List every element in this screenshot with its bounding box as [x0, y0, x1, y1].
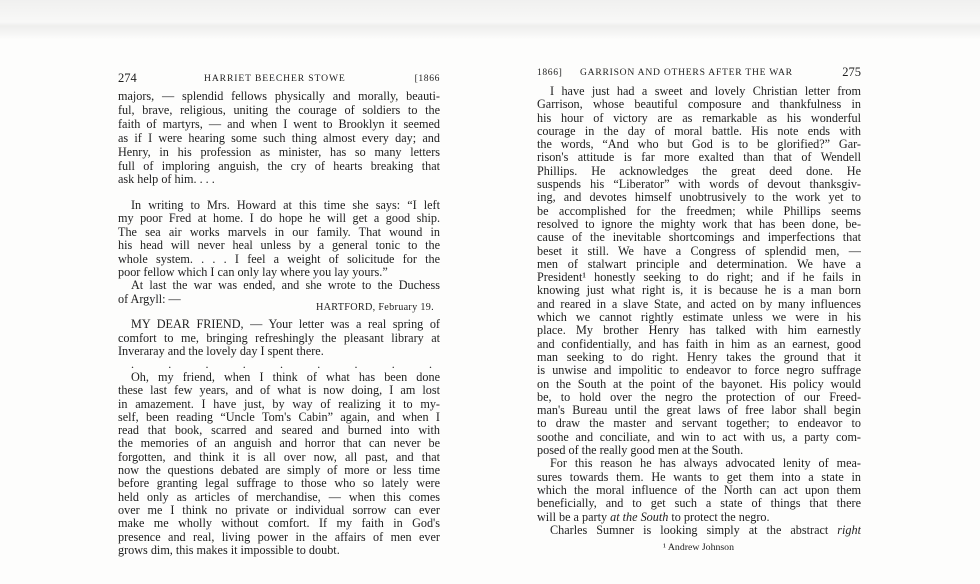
text-line: faith of martyrs, — and when I went to Brooklyn it seemed — [118, 117, 440, 131]
text-line: For this reason he has always advocated lenity of mea- — [550, 457, 861, 471]
text-line: cause of the inevitable shortcomings and imperfections that — [537, 231, 861, 245]
text-line: knowing just what right is, it is because he is a man born — [537, 284, 861, 298]
letter-dateline: HARTFORD, February 19. — [315, 302, 434, 313]
text-line: whole system. . . . I feel a weight of solicitude for the — [118, 252, 440, 266]
text-line: resolved to ignore the mighty work that has been done, be- — [537, 217, 861, 231]
italic-text: at the South — [610, 510, 669, 524]
footnote: ¹ Andrew Johnson — [663, 542, 734, 553]
text-line: soothe and conciliate, and win to act with us, a party com- — [537, 430, 861, 444]
text-line: which the moral influence of the North can act upon them — [537, 483, 861, 497]
text-line: of Argyll: — — [118, 292, 181, 306]
text-line: as if I were hearing some such thing almost every day; and — [118, 131, 440, 145]
text-line: his head will never heal unless by a general tonic to the — [118, 239, 440, 253]
text-segment: will be a party — [537, 510, 611, 524]
text-line: is unwise and impolitic to endeavor to force negro suffrage — [537, 364, 861, 378]
italic-text: right — [837, 523, 861, 537]
text-line: man's Bureau until the great laws of free labor shall begin — [537, 404, 861, 418]
running-head-title: GARRISON AND OTHERS AFTER THE WAR — [580, 67, 793, 78]
running-head-year: [1866 — [414, 73, 440, 84]
running-head — [537, 65, 861, 79]
text-segment: to protect the negro. — [668, 510, 770, 524]
letter-salutation — [118, 318, 440, 359]
text-line: ask help of him. . . . — [118, 173, 215, 187]
text-line: Phillips. He acknowledges the great deed done. He — [537, 164, 861, 178]
text-line: full of imploring anguish, the cry of hearts breaking that — [118, 159, 440, 173]
left-page — [118, 0, 440, 584]
text-line: Inveraray and the lovely day I spent there. — [118, 345, 324, 359]
text-line: the memories of an anguish and horror that can never be — [118, 437, 440, 451]
text-line: place. My brother Henry has talked with him earnestly — [537, 324, 861, 338]
text-line: men of stalwart principle and determination. We have a — [537, 257, 861, 271]
text-line — [537, 511, 861, 524]
paragraph — [118, 318, 440, 359]
text-line: be accomplished for the freedmen; while Phillips seems — [537, 204, 861, 218]
text-line: ing, and devotes himself unobtrusively to the work yet to — [537, 191, 861, 205]
text-line: At last the war was ended, and she wrote to the Duchess — [131, 279, 440, 293]
paragraph — [537, 524, 861, 537]
text-line: rison's attitude is far more exalted than that of Wendell — [537, 151, 861, 165]
text-line: President¹ honestly seeking to do right; and if he fails in — [537, 271, 861, 285]
text-line: man seeking to do right. Henry takes the ground that it — [537, 350, 861, 364]
text-line: Garrison, whose beautiful composure and thankfulness in — [537, 98, 861, 112]
text-line: I have just had a sweet and lovely Christian letter from — [550, 85, 861, 98]
text-line: presence and real, living power in the affairs of men ever — [118, 530, 440, 544]
text-line: his hour of victory are as remarkable as his wonderful — [537, 111, 861, 125]
omission-marks: . . . . . . . . . — [131, 357, 432, 371]
text-line: in amazement. I have just, by way of realizing it to my- — [118, 397, 440, 411]
text-line: ful, brave, religious, uniting the courage of soldiers to the — [118, 103, 440, 117]
text-line: and reared in a slave State, and acted on by many influences — [537, 297, 861, 311]
paragraph — [537, 85, 861, 457]
text-line: and confidentially, and has faith in him as an earnest, good — [537, 337, 861, 351]
text-line: poor fellow which I can only lay where you lay yours.” — [118, 266, 388, 280]
letter-excerpt — [118, 90, 440, 187]
running-head — [118, 71, 440, 85]
running-head-title: HARRIET BEECHER STOWE — [204, 73, 346, 84]
text-line: Henry, in his profession as minister, has so many letters — [118, 145, 440, 159]
text-line: MY DEAR FRIEND, — Your letter was a real spring of — [131, 318, 440, 331]
page-number: 274 — [118, 71, 137, 85]
text-line: courage in the day of moral battle. His note ends with — [537, 124, 861, 138]
text-line: be, to hold over the negro the protection of our Freed- — [537, 390, 861, 404]
running-head-year: 1866] — [537, 67, 563, 78]
text-segment: Charles Sumner is looking simply at the abstract — [550, 523, 838, 537]
text-line: over me I think no private or individual sorrow can ever — [118, 503, 440, 517]
text-line: these last few years, and of what is now doing, I am lost — [118, 384, 440, 398]
text-line: beneficially, and to get such a state of things that there — [537, 497, 861, 511]
paragraph — [537, 457, 861, 523]
text-line: suspends his “Liberator” with words of devout thanksgiv- — [537, 178, 861, 192]
text-line: sures towards them. He wants to get them into a state in — [537, 470, 861, 484]
text-line: the words, “And who but God is to be glorified?” Gar- — [537, 138, 861, 152]
text-line: now the questions debated are simply of more or less time — [118, 464, 440, 478]
text-line: The sea air works marvels in our family. That wound in — [118, 225, 440, 239]
text-line: beset it still. We have a Congress of splendid men, — — [537, 244, 861, 258]
text-line: Oh, my friend, when I think of what has been done — [131, 371, 440, 384]
text-line: comfort to me, bringing refreshingly the pleasant library at — [118, 331, 440, 345]
page-number: 275 — [842, 65, 861, 79]
text-line — [537, 524, 861, 537]
paragraph — [118, 371, 440, 557]
text-line: forgotten, and think it is all over now, all past, and that — [118, 450, 440, 464]
text-line: make me wholly without comfort. If my faith in God's — [118, 517, 440, 531]
text-line: on the South at the point of the bayonet. His policy would — [537, 377, 861, 391]
text-line: held only as articles of merchandise, — when this comes — [118, 490, 440, 504]
text-line: majors, — splendid fellows physically and morally, beauti- — [118, 90, 440, 103]
body-text — [537, 85, 861, 537]
paragraph — [118, 199, 440, 279]
right-page — [537, 0, 861, 584]
text-line: self, been reading “Uncle Tom's Cabin” again, and when I — [118, 410, 440, 424]
narrative-text — [118, 199, 440, 306]
text-line: posed of the really good men at the South. — [537, 444, 744, 458]
text-line: which we cannot rightly estimate unless we were in his — [537, 311, 861, 325]
text-line: In writing to Mrs. Howard at this time she says: “I left — [131, 199, 440, 212]
letter-body — [118, 371, 440, 557]
paragraph — [118, 90, 440, 187]
text-line: my poor Fred at home. I do hope he will get a good ship. — [118, 212, 440, 226]
text-line: to draw the master and servant together; to endeavor to — [537, 417, 861, 431]
text-line: before granting legal suffrage to those who so lately were — [118, 477, 440, 491]
text-line: grows dim, this makes it impossible to doubt. — [118, 543, 340, 557]
text-line: read that book, scarred and seared and burned into with — [118, 424, 440, 438]
